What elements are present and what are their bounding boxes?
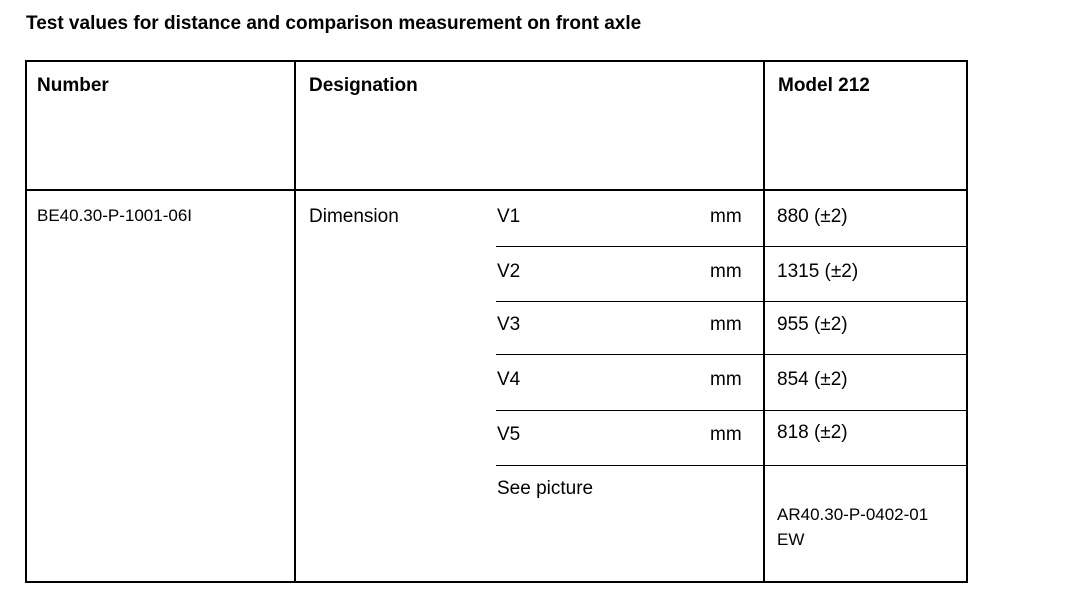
measurement-value: 854 (±2) — [777, 369, 848, 390]
row-divider — [496, 301, 968, 302]
row-divider — [496, 410, 968, 411]
table-border-left — [25, 60, 27, 583]
measurement-value: 955 (±2) — [777, 314, 848, 335]
header-model: Model 212 — [778, 75, 870, 96]
see-picture-label: See picture — [497, 478, 594, 499]
measurement-unit: mm — [710, 314, 742, 335]
row-number: BE40.30-P-1001-06I — [37, 206, 192, 225]
table-border-right — [966, 60, 968, 583]
page-title: Test values for distance and comparison measurement on front axle — [26, 13, 642, 34]
column-divider — [763, 60, 765, 583]
picture-reference: EW — [777, 530, 805, 549]
measurement-label: V5 — [497, 424, 521, 445]
measurement-value: 818 (±2) — [777, 422, 848, 443]
header-number: Number — [37, 75, 109, 96]
measurement-value: 880 (±2) — [777, 206, 848, 227]
table-border-top — [25, 60, 968, 62]
table-border-bottom — [25, 581, 968, 583]
measurement-label: V2 — [497, 261, 521, 282]
measurement-label: V1 — [497, 206, 521, 227]
measurement-value: 1315 (±2) — [777, 261, 859, 282]
picture-reference: AR40.30-P-0402-01 — [777, 505, 929, 524]
measurement-label: V4 — [497, 369, 521, 390]
row-divider — [496, 465, 968, 466]
column-divider — [294, 60, 296, 583]
header-designation: Designation — [309, 75, 418, 96]
row-divider — [496, 354, 968, 355]
measurement-label: V3 — [497, 314, 521, 335]
header-divider — [25, 189, 968, 191]
row-designation: Dimension — [309, 206, 399, 227]
measurement-unit: mm — [710, 424, 742, 445]
measurement-unit: mm — [710, 261, 742, 282]
measurement-unit: mm — [710, 369, 742, 390]
row-divider — [496, 246, 968, 247]
measurement-unit: mm — [710, 206, 742, 227]
